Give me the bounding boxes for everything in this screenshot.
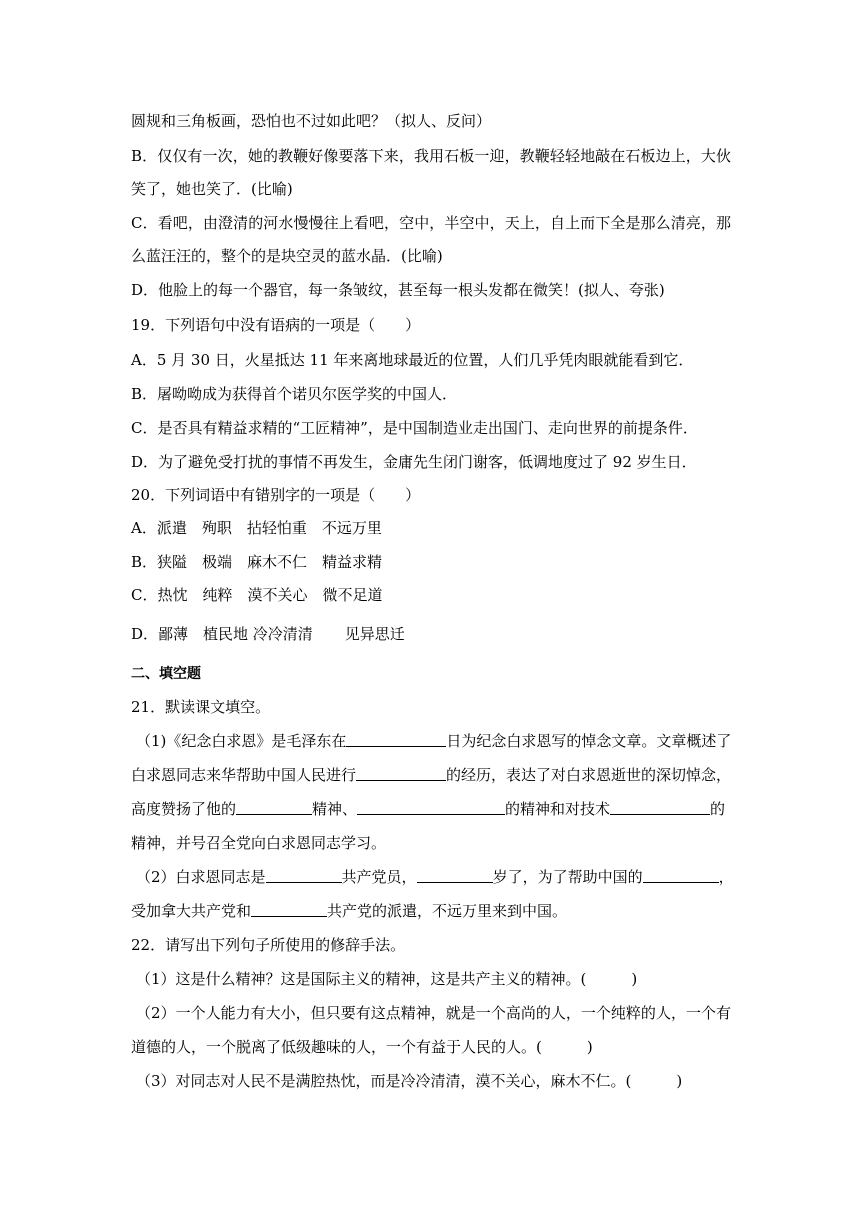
q18-option-d: D．他脸上的每一个器官，每一条皱纹，甚至每一根头发都在微笑！(拟人、夸张) xyxy=(131,281,665,299)
q21-text: 白求恩同志来华帮助中国人民进行 xyxy=(131,766,357,784)
q21-text: 共产党员， xyxy=(341,868,417,886)
q21-stem: 21．默读课文填空。 xyxy=(131,698,271,716)
answer-blank[interactable] xyxy=(346,732,446,747)
section-heading-fill-in: 二、填空题 xyxy=(131,666,201,682)
answer-blank[interactable] xyxy=(357,800,505,815)
q19-stem: 19．下列语句中没有语病的一项是（ ） xyxy=(131,316,421,334)
q21-text: 的经历，表达了对白求恩逝世的深切悼念， xyxy=(446,766,732,784)
q21-text: 高度赞扬了他的 xyxy=(131,800,237,818)
q21-part2-line1 xyxy=(136,867,736,887)
q21-part1-line4: 精神，并号召全党向白求恩同志学习。 xyxy=(131,834,387,852)
q18-option-b-line1: B．仅仅有一次，她的教鞭好像要落下来，我用石板一迎，教鞭轻轻地敲在石板边上，大伙 xyxy=(131,147,731,165)
q21-text: 精神、 xyxy=(312,800,358,818)
q19-option-c: C．是否具有精益求精的“工匠精神”，是中国制造业走出国门、走向世界的前提条件． xyxy=(131,419,698,437)
q20-stem: 20．下列词语中有错别字的一项是（ ） xyxy=(131,486,421,504)
q20-option-d-part2: 见异思迁 xyxy=(344,625,405,643)
q21-text: （1)《纪念白求恩》是毛泽东在 xyxy=(136,732,347,750)
q21-part1-line3 xyxy=(131,799,731,819)
q22-sentence-3: （3）对同志对人民不是满腔热忱，而是冷冷清清，漠不关心，麻木不仁。( ) xyxy=(136,1072,683,1090)
q21-text: （2）白求恩同志是 xyxy=(136,868,266,886)
answer-blank[interactable] xyxy=(417,868,493,883)
q18-option-c-line2: 么蓝汪汪的，整个的是块空灵的蓝水晶．(比喻) xyxy=(131,247,443,265)
q22-sentence-2-line2: 道德的人，一个脱离了低级趣味的人，一个有益于人民的人。( ) xyxy=(131,1038,593,1056)
answer-blank[interactable] xyxy=(356,766,446,781)
q20-option-a: A．派遣 殉职 拈轻怕重 不远万里 xyxy=(131,519,382,537)
q20-option-c: C．热忱 纯粹 漠不关心 微不足道 xyxy=(131,586,383,604)
q21-text: 岁了，为了帮助中国的 xyxy=(492,868,643,886)
q21-text: 受加拿大共产党和 xyxy=(131,902,252,920)
q21-text: 的 xyxy=(710,800,726,818)
q20-option-d-part1: D．鄙薄 植民地 冷冷清清 xyxy=(131,625,313,643)
q22-sentence-1: （1）这是什么精神？这是国际主义的精神，这是共产主义的精神。( ) xyxy=(136,970,638,988)
answer-blank[interactable] xyxy=(610,800,710,815)
q21-text: ， xyxy=(718,868,734,886)
answer-blank[interactable] xyxy=(251,902,327,917)
q19-option-b: B．屠呦呦成为获得首个诺贝尔医学奖的中国人． xyxy=(131,385,458,403)
q19-option-d: D．为了避免受打扰的事情不再发生，金庸先生闭门谢客，低调地度过了 92 岁生日． xyxy=(131,453,697,471)
q22-sentence-2-line1: （2）一个人能力有大小，但只要有这点精神，就是一个高尚的人，一个纯粹的人，一个有 xyxy=(136,1004,731,1022)
q18-option-b-line2: 笑了，她也笑了．(比喻) xyxy=(131,180,293,198)
q22-stem: 22．请写出下列句子所使用的修辞手法。 xyxy=(131,936,406,954)
answer-blank[interactable] xyxy=(266,868,342,883)
answer-blank[interactable] xyxy=(643,868,719,883)
q21-text: 日为纪念白求恩写的悼念文章。文章概述了 xyxy=(446,732,732,750)
q21-part1-line2 xyxy=(131,765,731,785)
q18-option-c-line1: C．看吧，由澄清的河水慢慢往上看吧，空中，半空中，天上，自上而下全是那么清亮，那 xyxy=(131,214,731,232)
q21-text: 共产党的派遣，不远万里来到中国。 xyxy=(327,902,568,920)
q21-part1-line1 xyxy=(136,731,736,751)
q19-option-a: A．5 月 30 日，火星抵达 11 年来离地球最近的位置，人们几乎凭肉眼就能看到它． xyxy=(131,351,694,369)
q21-text: 的精神和对技术 xyxy=(505,800,611,818)
answer-blank[interactable] xyxy=(236,800,312,815)
q20-option-d xyxy=(131,624,731,644)
q18-option-a-continuation: 圆规和三角板画，恐怕也不过如此吧？（拟人、反问） xyxy=(131,112,492,130)
q20-option-b: B．狭隘 极端 麻木不仁 精益求精 xyxy=(131,553,383,571)
q21-part2-line2 xyxy=(131,901,731,921)
